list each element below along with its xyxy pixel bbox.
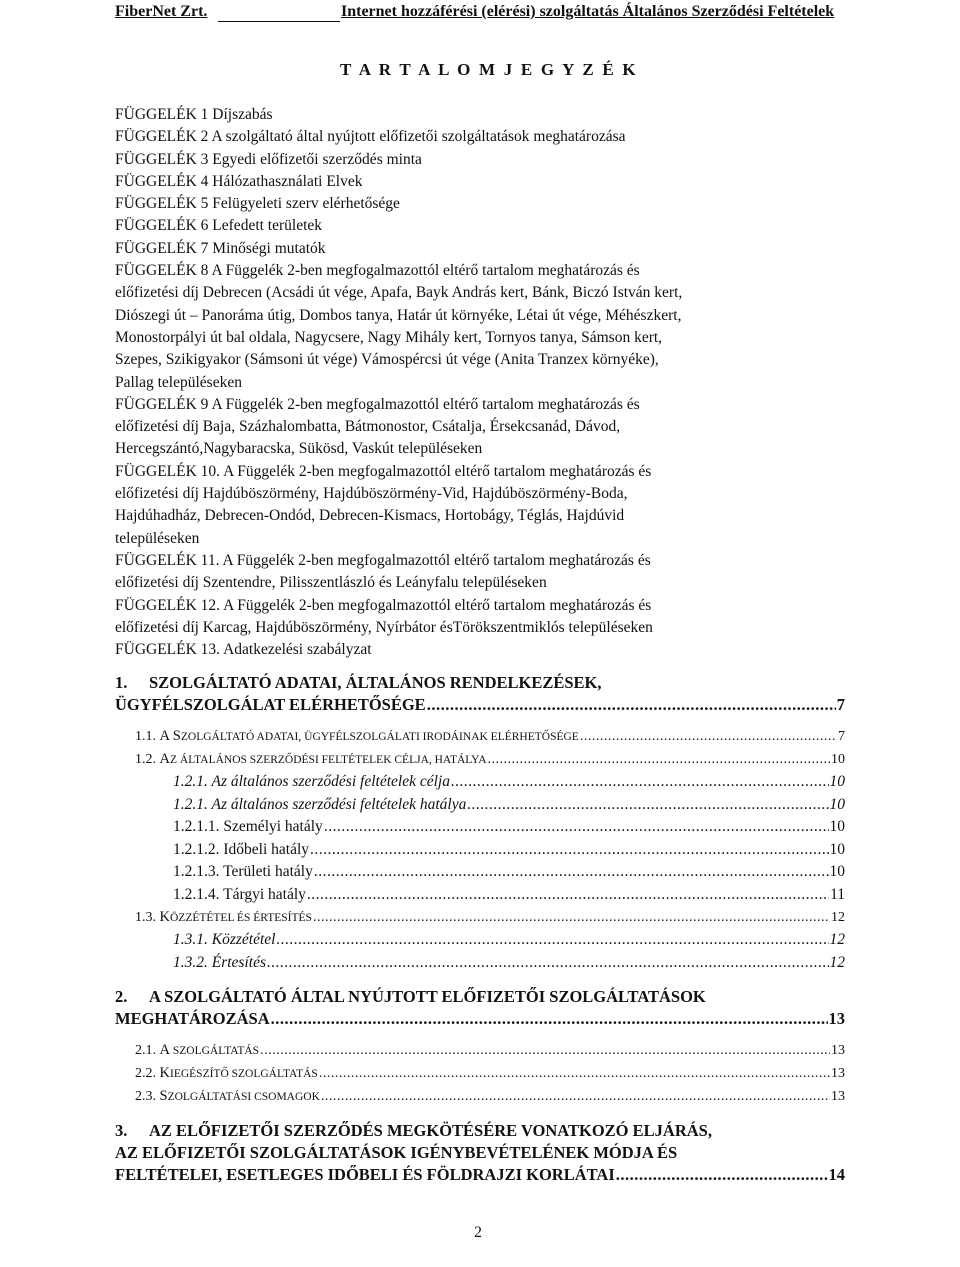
appendix-line: előfizetési díj Debrecen (Acsádi út vége, Apafa, Bayk András kert, Bánk, Biczó István kert,	[115, 284, 683, 302]
toc-heading: T A R T A L O M J E G Y Z É K	[340, 60, 638, 79]
toc-item-2-1[interactable]	[115, 1039, 845, 1062]
toc-item-num: 1.1.	[135, 729, 156, 744]
toc-sub-text: 1.3.2. Értesítés	[173, 953, 266, 971]
appendix-line: Hajdúhadház, Debrecen-Ondód, Debrecen-Kismacs, Hortobágy, Téglás, Hajdúvid	[115, 507, 625, 525]
appendix-line: Szepes, Szikigyakor (Sámsoni út vége) Vámospércsi út vége (Anita Tranzex környéke),	[115, 351, 659, 369]
appendix-line: FÜGGELÉK 13. Adatkezelési szabályzat	[115, 641, 372, 659]
toc-item-page: 12	[831, 910, 845, 925]
appendix-line: FÜGGELÉK 7 Minőségi mutatók	[115, 239, 326, 257]
toc-sub-1-3-2[interactable]	[115, 952, 845, 975]
toc-section-2-num: 2.	[115, 987, 128, 1006]
toc-section-1-num: 1.	[115, 673, 128, 692]
toc-item-1-3[interactable]	[115, 906, 845, 929]
toc-sub-page: 10	[829, 840, 845, 858]
toc-section-2-line1: A SZOLGÁLTATÓ ÁLTAL NYÚJTOTT ELŐFIZETŐI SZOLGÁLTATÁSOK	[149, 987, 706, 1006]
toc-item-text: IEGÉSZÍTŐ SZOLGÁLTATÁS	[169, 1068, 318, 1080]
toc-item-text: ÖZZÉTÉTEL ÉS ÉRTESÍTÉS	[169, 912, 312, 924]
appendix-line: FÜGGELÉK 9 A Függelék 2-ben megfogalmazottól eltérő tartalom meghatározás és	[115, 395, 640, 413]
toc-item-page: 7	[838, 729, 845, 744]
appendix-line: FÜGGELÉK 12. A Függelék 2-ben megfogalmazottól eltérő tartalom meghatározás és	[115, 596, 652, 614]
appendix-line: Monostorpályi út bal oldala, Nagycsere, Nagy Mihály kert, Tornyos tanya, Sámson kert,	[115, 328, 663, 346]
toc-item-cap: S	[159, 1088, 168, 1104]
toc-sub-text: 1.3.1. Közzététel	[173, 931, 276, 948]
toc-section-3-page: 14	[828, 1165, 845, 1184]
toc-item-num: 2.3.	[135, 1089, 156, 1104]
toc-sub-page: 10	[829, 818, 845, 835]
toc-item-cap: K	[159, 1065, 170, 1081]
toc-item-page: 13	[831, 1089, 845, 1104]
toc-item-1-2[interactable]	[115, 748, 845, 771]
toc-sub-1-2-1-2[interactable]	[115, 839, 845, 862]
toc-section-3-num: 3.	[115, 1121, 128, 1140]
toc-sub-page: 10	[829, 795, 845, 813]
appendix-line: FÜGGELÉK 11. A Függelék 2-ben megfogalmazottól eltérő tartalom meghatározás és	[115, 551, 651, 569]
toc-item-text: SZOLGÁLTATÁS	[169, 1045, 260, 1057]
toc-item-page: 13	[831, 1043, 845, 1058]
toc-sub-text: 1.2.1.2. Időbeli hatály	[173, 840, 310, 858]
appendix-line: előfizetési díj Szentendre, Pilisszentlászló és Leányfalu településeken	[115, 574, 547, 592]
toc-item-num: 1.3.	[135, 910, 156, 925]
toc-sub-1-2-1-1[interactable]	[115, 816, 845, 839]
toc-item-2-3[interactable]	[115, 1085, 845, 1108]
appendix-line: FÜGGELÉK 2 A szolgáltató által nyújtott előfizetői szolgáltatások meghatározása	[115, 128, 626, 146]
toc-item-text: ZOLGÁLTATÁSI CSOMAGOK	[167, 1091, 320, 1103]
table-of-contents	[115, 672, 845, 1186]
toc-sub-page: 12	[829, 931, 845, 948]
toc-item-1-1[interactable]	[115, 725, 845, 748]
toc-item-cap: A S	[159, 728, 181, 744]
appendix-list	[115, 104, 835, 661]
appendix-line: előfizetési díj Baja, Százhalombatta, Bátmonostor, Csátalja, Érsekcsanád, Dávod,	[115, 418, 621, 436]
appendix-line: FÜGGELÉK 6 Lefedett területek	[115, 217, 323, 235]
toc-sub-text: 1.2.1.3. Területi hatály	[173, 863, 313, 880]
toc-item-page: 10	[831, 752, 845, 767]
appendix-line: Hercegszántó,Nagybaracska, Sükösd, Vaskút településeken	[115, 440, 483, 458]
toc-section-1-page: 7	[836, 695, 845, 714]
toc-item-num: 2.2.	[135, 1066, 156, 1081]
appendix-line: Pallag településeken	[115, 373, 242, 391]
toc-item-text: ZOLGÁLTATÓ ADATAI, ÜGYFÉLSZOLGÁLATI IRODÁINAK ELÉRHETŐSÉGE	[180, 731, 579, 743]
appendix-line: előfizetési díj Karcag, Hajdúböszörmény, Nyírbátor ésTörökszentmiklós településeken	[115, 618, 653, 636]
toc-sub-page: 11	[830, 885, 845, 903]
toc-section-2-page: 13	[828, 1009, 845, 1028]
toc-sub-page: 10	[829, 773, 845, 790]
appendix-line: előfizetési díj Hajdúböszörmény, Hajdúböszörmény-Vid, Hajdúböszörmény-Boda,	[115, 485, 628, 503]
appendix-line: FÜGGELÉK 5 Felügyeleti szerv elérhetősége	[115, 195, 400, 213]
header-underline-gap	[218, 21, 340, 22]
toc-item-num: 1.2.	[135, 752, 156, 767]
toc-sub-page: 12	[829, 953, 845, 971]
appendix-line: FÜGGELÉK 8 A Függelék 2-ben megfogalmazottól eltérő tartalom meghatározás és	[115, 262, 640, 280]
toc-sub-text: 1.2.1.1. Személyi hatály	[173, 818, 323, 835]
appendix-line: FÜGGELÉK 4 Hálózathasználati Elvek	[115, 172, 363, 190]
toc-section-1-line2: ÜGYFÉLSZOLGÁLAT ELÉRHETŐSÉGE	[115, 695, 426, 714]
appendix-line: FÜGGELÉK 10. A Függelék 2-ben megfogalmazottól eltérő tartalom meghatározás és	[115, 462, 652, 480]
toc-item-2-2[interactable]	[115, 1062, 845, 1085]
header-title: Internet hozzáférési (elérési) szolgáltatás Általános Szerződési Feltételek	[341, 3, 835, 20]
appendix-line: településeken	[115, 529, 200, 547]
toc-item-cap: K	[159, 909, 170, 925]
header-company: FiberNet Zrt.	[115, 3, 208, 20]
toc-sub-text: 1.2.1. Az általános szerződési feltételek célja	[173, 773, 450, 790]
toc-item-page: 13	[831, 1066, 845, 1081]
toc-sub-1-3-1[interactable]	[115, 929, 845, 952]
toc-section-2[interactable]	[115, 986, 845, 1030]
toc-item-text: Z ÁLTALÁNOS SZERZŐDÉSI FELTÉTELEK CÉLJA, HATÁLYA	[169, 754, 487, 766]
toc-section-1-line1: SZOLGÁLTATÓ ADATAI, ÁLTALÁNOS RENDELKEZÉSEK,	[149, 673, 602, 692]
toc-sub-1-2-1-4[interactable]	[115, 884, 845, 907]
toc-sub-text: 1.2.1. Az általános szerződési feltételek hatálya	[173, 795, 467, 813]
toc-sub-text: 1.2.1.4. Tárgyi hatály	[173, 885, 306, 903]
toc-section-2-line2: MEGHATÁROZÁSA	[115, 1009, 270, 1028]
toc-section-3[interactable]	[115, 1120, 845, 1186]
toc-section-3-line1: AZ ELŐFIZETŐI SZERZŐDÉS MEGKÖTÉSÉRE VONATKOZÓ ELJÁRÁS,	[149, 1121, 712, 1140]
toc-sub-page: 10	[829, 863, 845, 880]
toc-sub-1-2-1b[interactable]	[115, 794, 845, 817]
appendix-line: FÜGGELÉK 1 Díjszabás	[115, 106, 273, 123]
appendix-line: FÜGGELÉK 3 Egyedi előfizetői szerződés minta	[115, 150, 422, 168]
toc-sub-1-2-1a[interactable]	[115, 771, 845, 794]
toc-sub-1-2-1-3[interactable]	[115, 861, 845, 884]
toc-section-3-line3: FELTÉTELEI, ESETLEGES IDŐBELI ÉS FÖLDRAJZI KORLÁTAI	[115, 1165, 615, 1184]
toc-item-num: 2.1.	[135, 1043, 156, 1058]
page-number: 2	[474, 1224, 482, 1241]
toc-section-3-line2: AZ ELŐFIZETŐI SZOLGÁLTATÁSOK IGÉNYBEVÉTELÉNEK MÓDJA ÉS	[115, 1143, 678, 1162]
toc-item-cap: A	[159, 1042, 170, 1058]
toc-section-1[interactable]	[115, 672, 845, 716]
page-header	[0, 0, 960, 28]
appendix-line: Diószegi út – Panoráma útig, Dombos tanya, Határ út környéke, Létai út vége, Méhészkert,	[115, 306, 682, 324]
toc-item-cap: A	[159, 751, 170, 767]
